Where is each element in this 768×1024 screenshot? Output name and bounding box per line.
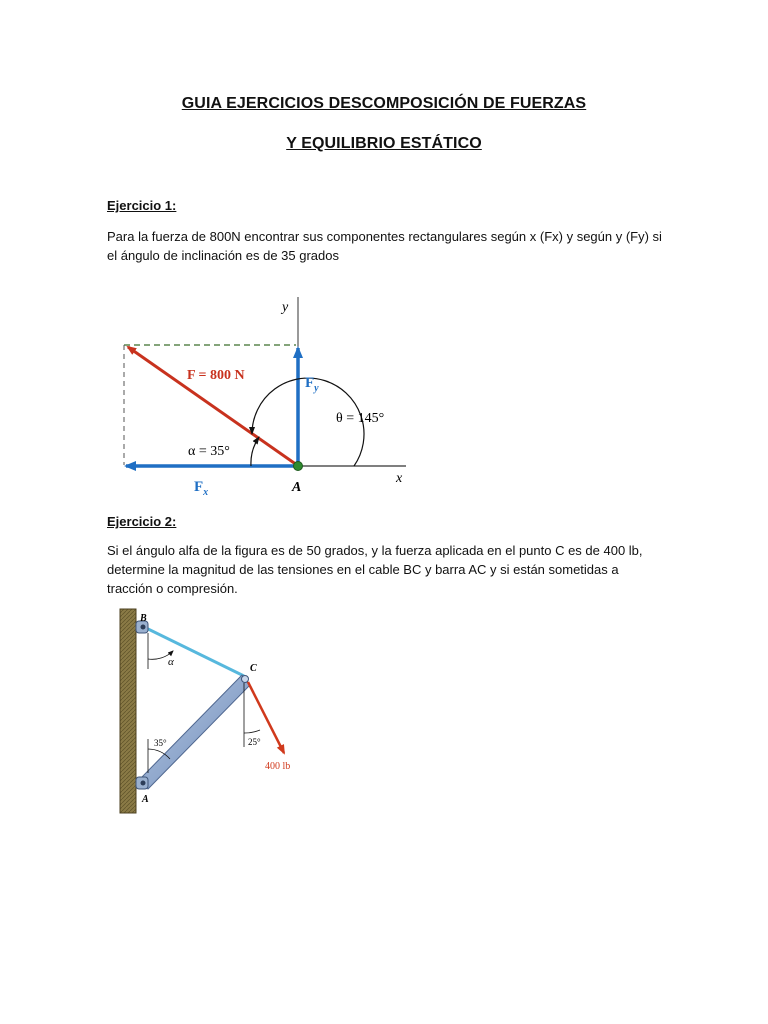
point-a-label: A — [142, 794, 149, 805]
exercise2-text-line1: Si el ángulo alfa de la figura es de 50 grados, y la fuerza aplicada en el punto C es de 400 lb, — [107, 543, 643, 558]
fx-label-sub: x — [203, 487, 209, 498]
fy-label — [305, 375, 319, 394]
document-title-line2: Y EQUILIBRIO ESTÁTICO — [286, 135, 482, 152]
angle25-arc — [244, 730, 260, 733]
fx-label — [194, 479, 208, 498]
pin-a — [141, 781, 146, 786]
point-a-marker — [294, 462, 303, 471]
point-c-label: C — [250, 663, 257, 674]
fx-label-main: F — [194, 479, 204, 495]
exercise1-text-line1: Para la fuerza de 800N encontrar sus componentes rectangulares según x (Fx) y según y (Fy) si — [107, 229, 662, 244]
exercise2-figure — [118, 603, 308, 815]
alpha-label: α = 35° — [188, 444, 230, 459]
theta-label: θ = 145° — [336, 411, 385, 426]
angle25-label: 25° — [248, 737, 261, 747]
point-a-label: A — [292, 480, 302, 495]
exercise1-text-line2: el ángulo de inclinación es de 35 grados — [107, 248, 340, 263]
exercise1-figure — [110, 295, 420, 500]
bar-ac — [140, 675, 250, 789]
exercise2-label: Ejercicio 2: — [107, 514, 177, 529]
alpha-label: α — [168, 656, 174, 668]
point-b-label: B — [140, 613, 147, 624]
x-axis-label: x — [396, 471, 403, 486]
fy-label-sub: y — [314, 383, 319, 394]
cable-bc — [144, 627, 244, 676]
angle35-label: 35° — [154, 738, 167, 748]
exercise2-text — [107, 541, 663, 598]
force-label: F = 800 N — [187, 368, 245, 383]
pin-c — [242, 676, 249, 683]
exercise2-text-line3: tracción o compresión. — [107, 581, 238, 596]
exercise1-label: Ejercicio 1: — [107, 198, 177, 213]
wall — [120, 609, 136, 813]
pin-b — [141, 625, 146, 630]
document-title-line1: GUIA EJERCICIOS DESCOMPOSICIÓN DE FUERZAS — [181, 95, 587, 112]
y-axis-label: y — [282, 300, 289, 315]
load-label: 400 lb — [265, 761, 291, 772]
fy-label-main: F — [305, 375, 315, 391]
exercise2-text-line2: determine la magnitud de las tensiones en el cable BC y barra AC y si están sometidas a — [107, 562, 619, 577]
alpha-arc — [251, 437, 259, 466]
exercise1-text — [107, 227, 663, 265]
